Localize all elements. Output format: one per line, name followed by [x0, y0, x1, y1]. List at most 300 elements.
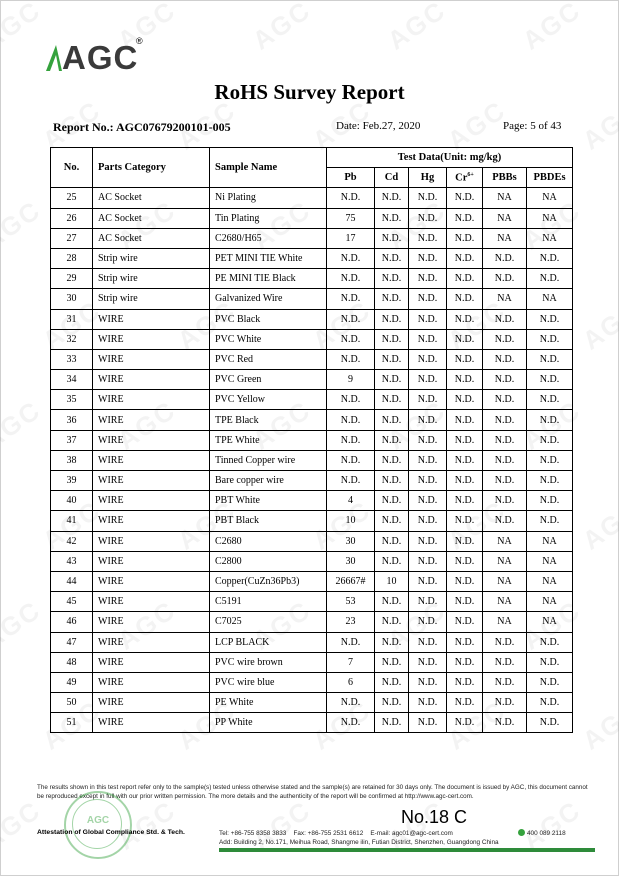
table-cell: 30 — [51, 289, 93, 309]
table-cell: Copper(CuZn36Pb3) — [210, 571, 327, 591]
table-cell: N.D. — [409, 269, 447, 289]
table-cell: N.D. — [375, 309, 409, 329]
table-cell: N.D. — [409, 450, 447, 470]
table-cell: NA — [527, 551, 573, 571]
contact-tel: Tel: +86-755 8358 3833 — [219, 830, 287, 837]
table-cell: N.D. — [527, 349, 573, 369]
table-cell: PE MINI TIE Black — [210, 269, 327, 289]
table-row — [51, 349, 573, 369]
table-cell: PVC wire brown — [210, 652, 327, 672]
table-cell: 32 — [51, 329, 93, 349]
table-cell: N.D. — [447, 693, 483, 713]
table-cell: WIRE — [93, 491, 210, 511]
table-cell: N.D. — [327, 410, 375, 430]
table-cell: 39 — [51, 471, 93, 491]
table-cell: Tinned Copper wire — [210, 450, 327, 470]
table-cell: N.D. — [409, 471, 447, 491]
table-cell: N.D. — [447, 430, 483, 450]
table-cell: N.D. — [409, 248, 447, 268]
table-row — [51, 713, 573, 733]
table-cell: N.D. — [527, 632, 573, 652]
table-cell: NA — [483, 289, 527, 309]
table-cell: WIRE — [93, 471, 210, 491]
table-cell: N.D. — [483, 471, 527, 491]
table-cell: N.D. — [375, 430, 409, 450]
table-cell: N.D. — [447, 228, 483, 248]
table-cell: N.D. — [375, 208, 409, 228]
table-row — [51, 309, 573, 329]
table-cell: N.D. — [409, 208, 447, 228]
table-cell: N.D. — [483, 430, 527, 450]
table-cell: N.D. — [327, 309, 375, 329]
table-cell: 26667# — [327, 571, 375, 591]
table-cell: NA — [527, 612, 573, 632]
table-cell: N.D. — [409, 370, 447, 390]
table-cell: N.D. — [447, 269, 483, 289]
table-cell: PE White — [210, 693, 327, 713]
table-cell: WIRE — [93, 370, 210, 390]
table-cell: N.D. — [409, 571, 447, 591]
table-row — [51, 652, 573, 672]
table-cell: N.D. — [483, 491, 527, 511]
table-cell: Tin Plating — [210, 208, 327, 228]
table-cell: N.D. — [483, 309, 527, 329]
table-cell: PVC White — [210, 329, 327, 349]
table-cell: 36 — [51, 410, 93, 430]
table-cell: N.D. — [375, 349, 409, 369]
table-cell: 41 — [51, 511, 93, 531]
report-number: Report No.: AGC07679200101-005 — [53, 120, 231, 134]
table-cell: N.D. — [409, 551, 447, 571]
agc-logo — [44, 36, 143, 80]
table-cell: C2680 — [210, 531, 327, 551]
table-cell: N.D. — [375, 329, 409, 349]
table-cell: N.D. — [327, 329, 375, 349]
table-cell: WIRE — [93, 430, 210, 450]
table-cell: 10 — [375, 571, 409, 591]
table-cell: N.D. — [447, 511, 483, 531]
table-cell: N.D. — [375, 370, 409, 390]
table-cell: N.D. — [447, 208, 483, 228]
table-cell: WIRE — [93, 672, 210, 692]
header-pbbs: PBBs — [483, 168, 527, 188]
table-cell: N.D. — [447, 491, 483, 511]
table-cell: 51 — [51, 713, 93, 733]
table-cell: N.D. — [409, 693, 447, 713]
table-cell: N.D. — [447, 672, 483, 692]
table-cell: NA — [527, 289, 573, 309]
table-cell: 45 — [51, 592, 93, 612]
table-cell: 50 — [51, 693, 93, 713]
logo-registered-mark: ® — [136, 36, 143, 46]
table-row — [51, 208, 573, 228]
table-cell: WIRE — [93, 329, 210, 349]
header-parts-category: Parts Category — [93, 148, 210, 188]
table-cell: AC Socket — [93, 188, 210, 208]
table-cell: N.D. — [483, 370, 527, 390]
table-row — [51, 410, 573, 430]
report-title: RoHS Survey Report — [214, 80, 405, 104]
table-cell: N.D. — [447, 652, 483, 672]
table-cell: N.D. — [375, 672, 409, 692]
table-cell: N.D. — [527, 450, 573, 470]
table-cell: C2800 — [210, 551, 327, 571]
table-cell: N.D. — [327, 349, 375, 369]
table-cell: C7025 — [210, 612, 327, 632]
table-cell: 29 — [51, 269, 93, 289]
table-cell: N.D. — [527, 713, 573, 733]
table-cell: 27 — [51, 228, 93, 248]
table-cell: NA — [527, 208, 573, 228]
table-cell: NA — [483, 208, 527, 228]
table-cell: N.D. — [327, 430, 375, 450]
table-cell: PVC Black — [210, 309, 327, 329]
table-cell: TPE Black — [210, 410, 327, 430]
table-cell: N.D. — [375, 511, 409, 531]
table-cell: NA — [483, 188, 527, 208]
table-cell: N.D. — [447, 551, 483, 571]
table-cell: N.D. — [375, 652, 409, 672]
table-cell: WIRE — [93, 612, 210, 632]
table-body — [51, 188, 573, 733]
table-row — [51, 289, 573, 309]
table-cell: C5191 — [210, 592, 327, 612]
table-cell: N.D. — [527, 410, 573, 430]
table-cell: N.D. — [447, 329, 483, 349]
table-cell: N.D. — [327, 693, 375, 713]
table-cell: PVC Red — [210, 349, 327, 369]
table-cell: 30 — [327, 551, 375, 571]
table-cell: AC Socket — [93, 208, 210, 228]
header-cr-label: Cr — [455, 172, 468, 184]
table-cell: PP White — [210, 713, 327, 733]
table-cell: N.D. — [409, 531, 447, 551]
table-cell: 35 — [51, 390, 93, 410]
table-cell: N.D. — [327, 390, 375, 410]
table-cell: N.D. — [447, 571, 483, 591]
table-row — [51, 531, 573, 551]
table-cell: N.D. — [527, 248, 573, 268]
table-cell: 47 — [51, 632, 93, 652]
table-cell: N.D. — [409, 410, 447, 430]
table-cell: N.D. — [483, 693, 527, 713]
table-cell: WIRE — [93, 693, 210, 713]
table-cell: N.D. — [375, 531, 409, 551]
table-cell: N.D. — [527, 370, 573, 390]
table-cell: PVC Green — [210, 370, 327, 390]
table-cell: Strip wire — [93, 269, 210, 289]
contact-address: Add: Building 2, No.171, Meihua Road, Shangme ilin, Futian District, Shenzhen, Guangdong China — [219, 839, 499, 846]
table-cell: PBT Black — [210, 511, 327, 531]
table-cell: N.D. — [409, 612, 447, 632]
table-cell: N.D. — [409, 491, 447, 511]
table-cell: 30 — [327, 531, 375, 551]
table-cell: N.D. — [447, 632, 483, 652]
table-cell: 43 — [51, 551, 93, 571]
hotline-number: 400 089 2118 — [527, 830, 566, 837]
table-cell: N.D. — [375, 592, 409, 612]
table-cell: N.D. — [409, 188, 447, 208]
table-cell: 28 — [51, 248, 93, 268]
table-cell: N.D. — [327, 188, 375, 208]
table-cell: WIRE — [93, 592, 210, 612]
table-row — [51, 693, 573, 713]
table-cell: N.D. — [527, 693, 573, 713]
table-cell: 33 — [51, 349, 93, 369]
table-cell: N.D. — [327, 471, 375, 491]
table-cell: N.D. — [409, 309, 447, 329]
table-row — [51, 612, 573, 632]
table-cell: 44 — [51, 571, 93, 591]
table-cell: N.D. — [483, 390, 527, 410]
table-cell: N.D. — [447, 592, 483, 612]
logo-triangle-icon — [44, 43, 64, 73]
table-row — [51, 370, 573, 390]
header-pbdes: PBDEs — [527, 168, 573, 188]
table-cell: N.D. — [527, 511, 573, 531]
table-row — [51, 672, 573, 692]
table-cell: N.D. — [409, 390, 447, 410]
table-cell: N.D. — [375, 713, 409, 733]
table-cell: NA — [483, 228, 527, 248]
table-cell: N.D. — [327, 713, 375, 733]
stamp-text: AGC — [86, 815, 110, 826]
table-cell: N.D. — [409, 430, 447, 450]
table-cell: N.D. — [447, 612, 483, 632]
table-cell: N.D. — [447, 471, 483, 491]
table-cell: NA — [483, 571, 527, 591]
table-cell: N.D. — [447, 188, 483, 208]
table-cell: N.D. — [483, 672, 527, 692]
table-cell: 37 — [51, 430, 93, 450]
report-date: Date: Feb.27, 2020 — [336, 120, 421, 132]
table-cell: N.D. — [483, 450, 527, 470]
header-test-data: Test Data(Unit: mg/kg) — [327, 148, 573, 168]
table-cell: 26 — [51, 208, 93, 228]
table-cell: 48 — [51, 652, 93, 672]
table-cell: N.D. — [375, 188, 409, 208]
table-row — [51, 511, 573, 531]
table-row — [51, 632, 573, 652]
table-cell: C2680/H65 — [210, 228, 327, 248]
table-cell: N.D. — [447, 309, 483, 329]
table-cell: N.D. — [375, 693, 409, 713]
table-cell: N.D. — [375, 248, 409, 268]
table-cell: NA — [527, 188, 573, 208]
table-cell: N.D. — [447, 289, 483, 309]
table-row — [51, 248, 573, 268]
table-cell: N.D. — [447, 248, 483, 268]
table-cell: 46 — [51, 612, 93, 632]
table-cell: 42 — [51, 531, 93, 551]
table-row — [51, 571, 573, 591]
table-cell: NA — [483, 592, 527, 612]
table-cell: NA — [527, 228, 573, 248]
table-cell: 6 — [327, 672, 375, 692]
table-cell: N.D. — [527, 491, 573, 511]
table-cell: NA — [527, 571, 573, 591]
table-cell: N.D. — [409, 592, 447, 612]
table-cell: N.D. — [527, 652, 573, 672]
table-cell: N.D. — [375, 551, 409, 571]
table-cell: N.D. — [375, 390, 409, 410]
footer-green-bar — [219, 848, 595, 852]
table-row — [51, 592, 573, 612]
table-cell: 49 — [51, 672, 93, 692]
header-no: No. — [51, 148, 93, 188]
table-cell: 75 — [327, 208, 375, 228]
hotline — [518, 829, 566, 837]
table-cell: 17 — [327, 228, 375, 248]
table-cell: N.D. — [409, 228, 447, 248]
table-cell: 4 — [327, 491, 375, 511]
table-cell: N.D. — [327, 289, 375, 309]
table-cell: N.D. — [483, 410, 527, 430]
table-cell: WIRE — [93, 551, 210, 571]
header-hg: Hg — [409, 168, 447, 188]
table-cell: N.D. — [447, 531, 483, 551]
page-number: Page: 5 of 43 — [503, 120, 562, 132]
table-row — [51, 491, 573, 511]
table-cell: WIRE — [93, 511, 210, 531]
contact-fax: Fax: +86-755 2531 6612 — [293, 830, 364, 837]
table-cell: 34 — [51, 370, 93, 390]
table-cell: WIRE — [93, 450, 210, 470]
table-cell: NA — [483, 612, 527, 632]
table-cell: 25 — [51, 188, 93, 208]
table-cell: N.D. — [483, 632, 527, 652]
table-cell: N.D. — [447, 410, 483, 430]
logo-text: AGC — [62, 39, 139, 76]
table-row — [51, 390, 573, 410]
table-cell: AC Socket — [93, 228, 210, 248]
table-cell: N.D. — [527, 309, 573, 329]
table-cell: N.D. — [409, 632, 447, 652]
table-cell: N.D. — [375, 289, 409, 309]
footer-disclaimer: The results shown in this test report refer only to the sample(s) tested unless otherwise stated and the sample(s) are retained for 30 days only. The document is issued by AGC, this document cannot be reproduced except in full with our prior written permission. The more details and the authenticity of the report will be confirmed at http://www.agc-cert.com. — [37, 784, 588, 800]
table-cell: N.D. — [409, 349, 447, 369]
table-cell: WIRE — [93, 390, 210, 410]
document-number: No.18 C — [401, 807, 468, 827]
table-cell: N.D. — [527, 329, 573, 349]
table-cell: N.D. — [375, 228, 409, 248]
agc-stamp — [64, 791, 132, 859]
table-cell: N.D. — [375, 632, 409, 652]
table-cell: N.D. — [483, 329, 527, 349]
table-cell: N.D. — [327, 269, 375, 289]
table-cell: N.D. — [409, 713, 447, 733]
table-cell: Bare copper wire — [210, 471, 327, 491]
table-cell: N.D. — [375, 450, 409, 470]
table-cell: 38 — [51, 450, 93, 470]
table-cell: Ni Plating — [210, 188, 327, 208]
table-cell: PVC Yellow — [210, 390, 327, 410]
table-cell: N.D. — [327, 450, 375, 470]
table-cell: Galvanized Wire — [210, 289, 327, 309]
table-row — [51, 228, 573, 248]
table-row — [51, 329, 573, 349]
table-row — [51, 430, 573, 450]
table-cell: PBT White — [210, 491, 327, 511]
table-cell: N.D. — [483, 713, 527, 733]
table-cell: N.D. — [527, 672, 573, 692]
table-cell: TPE White — [210, 430, 327, 450]
table-cell: N.D. — [327, 632, 375, 652]
table-row — [51, 450, 573, 470]
table-cell: N.D. — [527, 269, 573, 289]
table-cell: N.D. — [327, 248, 375, 268]
header-cr-superscript: 6+ — [467, 172, 474, 179]
table-cell: N.D. — [527, 390, 573, 410]
table-cell: NA — [483, 531, 527, 551]
table-cell: 23 — [327, 612, 375, 632]
table-cell: PET MINI TIE White — [210, 248, 327, 268]
table-cell: N.D. — [375, 471, 409, 491]
table-cell: N.D. — [409, 511, 447, 531]
contact-info — [219, 829, 499, 847]
table-cell: N.D. — [375, 410, 409, 430]
table-cell: NA — [527, 531, 573, 551]
table-cell: N.D. — [409, 652, 447, 672]
table-cell: 31 — [51, 309, 93, 329]
table-cell: WIRE — [93, 349, 210, 369]
table-cell: N.D. — [527, 471, 573, 491]
table-cell: WIRE — [93, 652, 210, 672]
table-cell: 9 — [327, 370, 375, 390]
table-cell: WIRE — [93, 309, 210, 329]
table-cell: 7 — [327, 652, 375, 672]
table-cell: N.D. — [447, 450, 483, 470]
header-cr6 — [447, 168, 483, 188]
table-cell: Strip wire — [93, 289, 210, 309]
table-cell: WIRE — [93, 571, 210, 591]
header-sample-name: Sample Name — [210, 148, 327, 188]
table-cell: 40 — [51, 491, 93, 511]
table-row — [51, 551, 573, 571]
table-cell: WIRE — [93, 410, 210, 430]
table-cell: N.D. — [483, 652, 527, 672]
table-cell: N.D. — [375, 269, 409, 289]
table-cell: PVC wire blue — [210, 672, 327, 692]
table-cell: N.D. — [447, 390, 483, 410]
table-cell: WIRE — [93, 531, 210, 551]
table-cell: N.D. — [483, 248, 527, 268]
table-cell: N.D. — [375, 491, 409, 511]
table-cell: N.D. — [527, 430, 573, 450]
table-cell: N.D. — [375, 612, 409, 632]
table-cell: N.D. — [447, 713, 483, 733]
table-cell: N.D. — [483, 349, 527, 369]
header-cd: Cd — [375, 168, 409, 188]
table-row — [51, 471, 573, 491]
table-cell: N.D. — [447, 370, 483, 390]
header-pb: Pb — [327, 168, 375, 188]
table-cell: WIRE — [93, 713, 210, 733]
table-cell: 53 — [327, 592, 375, 612]
table-row — [51, 188, 573, 208]
rohs-results-table — [50, 147, 573, 733]
table-cell: Strip wire — [93, 248, 210, 268]
table-cell: N.D. — [409, 289, 447, 309]
table-row — [51, 269, 573, 289]
attestation-text: Attestation of Global Compliance Std. & Tech. — [37, 829, 185, 836]
contact-email: E-mail: agc01@agc-cert.com — [370, 830, 453, 837]
table-cell: N.D. — [483, 269, 527, 289]
phone-icon — [518, 829, 525, 836]
table-cell: 10 — [327, 511, 375, 531]
table-cell: NA — [527, 592, 573, 612]
table-cell: N.D. — [447, 349, 483, 369]
